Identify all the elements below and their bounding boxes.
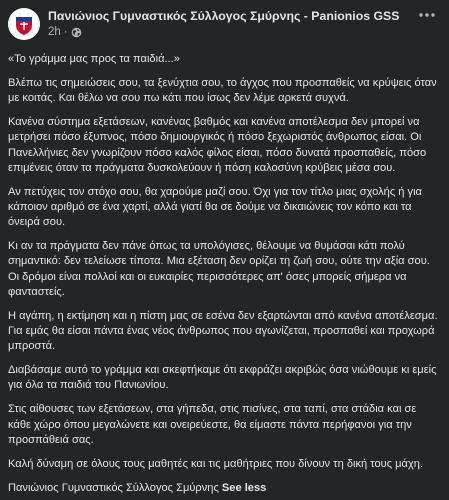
post-body bbox=[8, 52, 441, 496]
post-paragraph: Αν πετύχεις τον στόχο σου, θα χαρούμε μαζί σου. Όχι για τον τίτλο μιας σχολής ή για κάποιον αριθμό σε ένα χαρτί, αλλά γιατί θα σε δούμε να δικαιώνεις τον κόπο και τα όνειρά σου. bbox=[8, 185, 422, 229]
globe-icon[interactable] bbox=[71, 27, 82, 38]
page-avatar[interactable] bbox=[8, 8, 40, 40]
post-signature: Πανιώνιος Γυμναστικός Σύλλογος Σμύρνης bbox=[8, 481, 219, 494]
post-paragraph: Κανένα σύστημα εξετάσεων, κανένας βαθμός και κανένα αποτέλεσμα δεν μπορεί να μετρήσει πόσο έξυπνος, πόσο δημιουργικός ή πόσο ξεχωριστός άνθρωπος είσαι. Οι Πανελλήνιες δεν γνωρίζουν πόσο καλός φίλος είσαι, πόσο δυνατά προσπαθείς, πόσο επιμένεις όταν τα πράγματα δυσκολεύουν ή πόση καλοσύνη κρύβεις μέσα σου. bbox=[8, 116, 427, 174]
post-header-text bbox=[48, 8, 413, 40]
post-header bbox=[8, 8, 441, 48]
post-paragraph: Διαβάσαμε αυτό το γράμμα και σκεφτήκαμε ότι εκφράζει ακριβώς όσα νιώθουμε κι εμείς για όλα τα παιδιά του Πανιωνίου. bbox=[8, 364, 437, 392]
see-less-button[interactable]: See less bbox=[221, 481, 267, 494]
post-paragraph: Βλέπω τις σημειώσεις σου, τα ξενύχτια σου, το άγχος που προσπαθείς να κρύψεις όταν με κοιτάς. Και θέλω να σου πω κάτι που ίσως δεν λέμε αρκετά συχνά. bbox=[8, 77, 437, 105]
post-timestamp[interactable]: 2h bbox=[48, 26, 61, 38]
post-paragraph: Καλή δύναμη σε όλους τους μαθητές και τις μαθήτριες που δίνουν τη δική τους μάχη. bbox=[8, 457, 424, 470]
post-paragraph: Στις αίθουσες των εξετάσεων, στα γήπεδα, στις πισίνες, στα ταπί, στα στάδια και σε κάθε χώρο όπου μεγαλώνετε και ονειρεύεστε, θα είμαστε πάντα περήφανοι για την προσπάθειά σας. bbox=[8, 403, 417, 446]
post-paragraph: «Το γράμμα μας προς τα παιδιά...» bbox=[8, 53, 180, 65]
ellipsis-icon bbox=[419, 13, 435, 17]
post-paragraph: Κι αν τα πράγματα δεν πάνε όπως τα υπολόγισες, θέλουμε να θυμάσαι κάτι πολύ σημαντικό: δεν τελείωσε τίποτα. Μια εξέταση δεν ορίζει τη ζωή σου, ούτε την αξία σου. Οι δρόμοι είναι πολλοί και οι ευκαιρίες περισσότερες απ' όσες μπορείς σήμερα να φανταστείς. bbox=[8, 240, 430, 298]
post-meta bbox=[48, 25, 413, 40]
post-paragraph: Η αγάπη, η εκτίμηση και η πίστη μας σε εσένα δεν εξαρτώνται από κανένα αποτέλεσμα. Για εμάς θα είσαι πάντα ένας νέος άνθρωπος που αγωνίζεται, προσπαθεί και προχωρά μπροστά. bbox=[8, 309, 438, 353]
meta-separator: · bbox=[63, 26, 68, 38]
post-options-button[interactable] bbox=[413, 5, 441, 25]
club-crest-icon bbox=[11, 11, 37, 37]
page-name-link[interactable]: Πανιώνιος Γυμναστικός Σύλλογος Σμύρνης - Panionios GSS bbox=[48, 9, 400, 23]
post-signature-line bbox=[8, 481, 441, 496]
